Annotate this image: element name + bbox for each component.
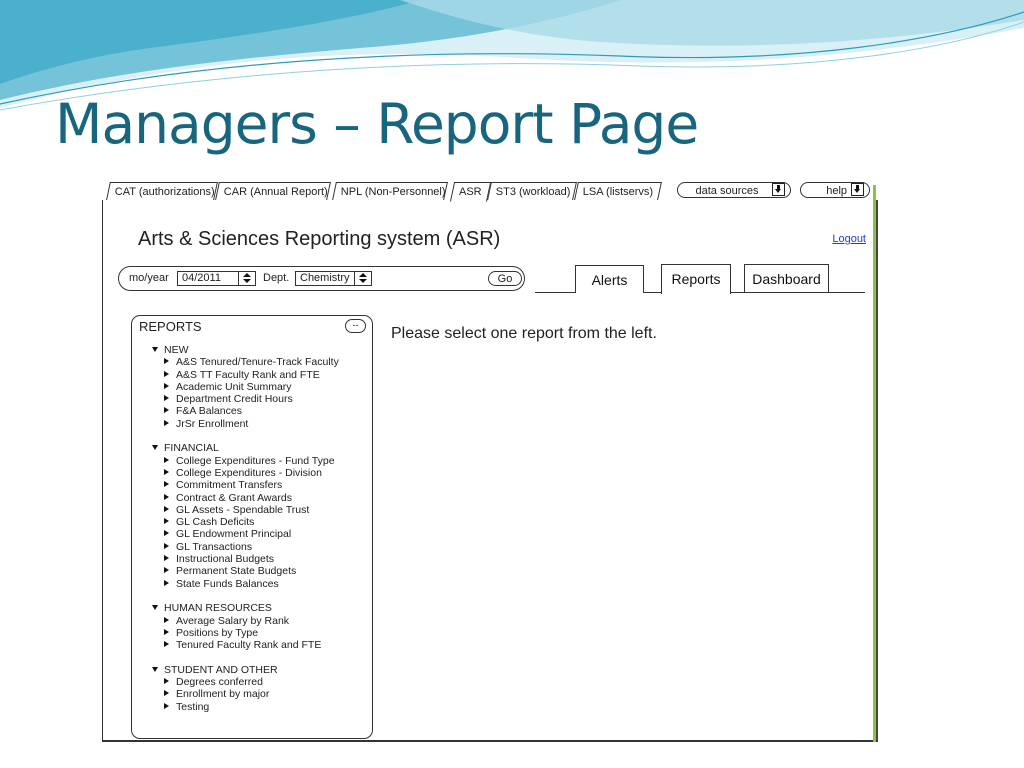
report-group-header[interactable]	[152, 344, 367, 356]
caret-right-icon	[164, 617, 169, 623]
caret-right-icon	[164, 580, 169, 586]
caret-right-icon	[164, 641, 169, 647]
data-sources-button[interactable]	[677, 182, 791, 198]
report-item[interactable]	[152, 393, 367, 405]
report-item[interactable]	[152, 467, 367, 479]
caret-down-icon	[152, 667, 158, 672]
caret-right-icon	[164, 469, 169, 475]
caret-right-icon	[164, 678, 169, 684]
tab-lsa-label: LSA (listservs)	[582, 186, 654, 198]
help-button[interactable]	[800, 182, 870, 198]
report-group-header[interactable]	[152, 602, 367, 614]
report-item[interactable]	[152, 627, 367, 639]
caret-right-icon	[164, 395, 169, 401]
filter-bar	[118, 266, 525, 291]
report-item[interactable]	[152, 553, 367, 565]
tab-asr-label: ASR	[459, 186, 482, 198]
help-label: help	[826, 185, 847, 197]
logout-link[interactable]: Logout	[832, 233, 866, 245]
report-item[interactable]	[152, 516, 367, 528]
report-item-label: Testing	[176, 700, 210, 713]
report-group-label: STUDENT AND OTHER	[164, 663, 278, 676]
module-tab-bar	[102, 179, 877, 201]
report-item-label: A&S TT Faculty Rank and FTE	[176, 368, 320, 381]
tab-cat[interactable]	[106, 182, 218, 200]
report-item[interactable]	[152, 479, 367, 491]
app-frame	[102, 200, 878, 742]
tab-npl[interactable]	[332, 182, 448, 200]
report-item[interactable]	[152, 356, 367, 368]
tab-lsa[interactable]	[574, 182, 662, 200]
report-group-header[interactable]	[152, 664, 367, 676]
report-item-label: Department Credit Hours	[176, 393, 293, 406]
asr-mockup	[102, 179, 877, 742]
caret-right-icon	[164, 457, 169, 463]
caret-right-icon	[164, 629, 169, 635]
month-year-value: 04/2011	[182, 272, 221, 284]
spinner-arrows-icon[interactable]	[238, 272, 255, 285]
report-tree	[152, 344, 367, 725]
dept-spinner[interactable]	[295, 271, 372, 286]
report-group-label: NEW	[164, 344, 189, 356]
report-group-header[interactable]	[152, 442, 367, 454]
caret-right-icon	[164, 567, 169, 573]
report-item[interactable]	[152, 615, 367, 627]
caret-down-icon	[152, 347, 158, 352]
report-item[interactable]	[152, 528, 367, 540]
caret-down-icon	[152, 605, 158, 610]
report-item[interactable]	[152, 676, 367, 688]
report-group	[152, 442, 367, 590]
report-item-label: Tenured Faculty Rank and FTE	[176, 639, 322, 652]
caret-right-icon	[164, 543, 169, 549]
tab-npl-label: NPL (Non-Personnel)	[340, 186, 446, 198]
download-icon	[851, 183, 864, 196]
report-item-label: GL Transactions	[176, 540, 253, 553]
report-item-label: College Expenditures - Fund Type	[176, 454, 335, 467]
report-item[interactable]	[152, 369, 367, 381]
report-item[interactable]	[152, 418, 367, 430]
report-item-label: College Expenditures - Division	[176, 466, 322, 479]
content-message: Please select one report from the left.	[391, 325, 657, 342]
report-item[interactable]	[152, 701, 367, 713]
tab-dashboard[interactable]: Dashboard	[744, 264, 829, 292]
report-item[interactable]	[152, 381, 367, 393]
tab-cat-label: CAT (authorizations)	[114, 186, 215, 198]
caret-right-icon	[164, 555, 169, 561]
report-item[interactable]	[152, 492, 367, 504]
caret-right-icon	[164, 703, 169, 709]
caret-right-icon	[164, 358, 169, 364]
report-item-label: Contract & Grant Awards	[176, 491, 292, 504]
tab-asr[interactable]	[450, 182, 491, 202]
report-item[interactable]	[152, 688, 367, 700]
report-item-label: Average Salary by Rank	[176, 614, 290, 627]
month-label: mo/year	[129, 272, 169, 284]
report-item-label: F&A Balances	[176, 405, 242, 418]
dept-value: Chemistry	[300, 272, 350, 284]
side-edge-decoration	[873, 185, 876, 742]
caret-right-icon	[164, 371, 169, 377]
collapse-button[interactable]: --	[345, 319, 366, 333]
report-item[interactable]	[152, 565, 367, 577]
dept-label: Dept.	[263, 272, 290, 284]
report-item-label: GL Endowment Principal	[176, 528, 292, 541]
caret-down-icon	[152, 445, 158, 450]
slide-title: Managers – Report Page	[55, 92, 699, 156]
report-item[interactable]	[152, 455, 367, 467]
report-item-label: GL Cash Deficits	[176, 516, 255, 529]
report-item[interactable]	[152, 405, 367, 417]
tab-st3[interactable]	[487, 182, 577, 200]
caret-right-icon	[164, 690, 169, 696]
report-group-label: HUMAN RESOURCES	[164, 602, 272, 615]
report-item[interactable]	[152, 541, 367, 553]
data-sources-label: data sources	[695, 185, 759, 197]
report-item-label: JrSr Enrollment	[176, 417, 249, 430]
caret-right-icon	[164, 420, 169, 426]
tab-alerts[interactable]: Alerts	[575, 265, 644, 293]
tab-car-label: CAR (Annual Report)	[223, 186, 328, 198]
month-year-spinner[interactable]	[177, 271, 256, 286]
download-icon	[772, 183, 785, 196]
report-item-label: Degrees conferred	[176, 676, 263, 689]
report-item[interactable]	[152, 639, 367, 651]
reports-header: REPORTS	[139, 319, 202, 334]
tab-car[interactable]	[215, 182, 331, 200]
spinner-arrows-icon[interactable]	[354, 272, 371, 285]
caret-right-icon	[164, 530, 169, 536]
caret-right-icon	[164, 518, 169, 524]
tab-reports[interactable]: Reports	[661, 264, 731, 294]
caret-right-icon	[164, 481, 169, 487]
report-item[interactable]	[152, 578, 367, 590]
report-item-label: A&S Tenured/Tenure-Track Faculty	[176, 356, 339, 369]
report-item-label: Positions by Type	[176, 626, 259, 639]
report-item-label: State Funds Balances	[176, 577, 279, 590]
caret-right-icon	[164, 407, 169, 413]
report-group-label: FINANCIAL	[164, 442, 219, 455]
report-item-label: Commitment Transfers	[176, 479, 283, 492]
report-group	[152, 664, 367, 713]
report-item-label: Permanent State Budgets	[176, 565, 297, 578]
tab-st3-label: ST3 (workload)	[495, 186, 571, 198]
report-group	[152, 344, 367, 430]
caret-right-icon	[164, 494, 169, 500]
report-item[interactable]	[152, 504, 367, 516]
caret-right-icon	[164, 383, 169, 389]
app-title: Arts & Sciences Reporting system (ASR)	[138, 228, 501, 250]
reports-panel	[131, 315, 373, 739]
report-item-label: Instructional Budgets	[176, 553, 275, 566]
report-item-label: Academic Unit Summary	[176, 380, 292, 393]
go-button[interactable]: Go	[488, 271, 522, 286]
caret-right-icon	[164, 506, 169, 512]
report-item-label: Enrollment by major	[176, 688, 270, 701]
report-group	[152, 602, 367, 651]
report-item-label: GL Assets - Spendable Trust	[176, 503, 310, 516]
